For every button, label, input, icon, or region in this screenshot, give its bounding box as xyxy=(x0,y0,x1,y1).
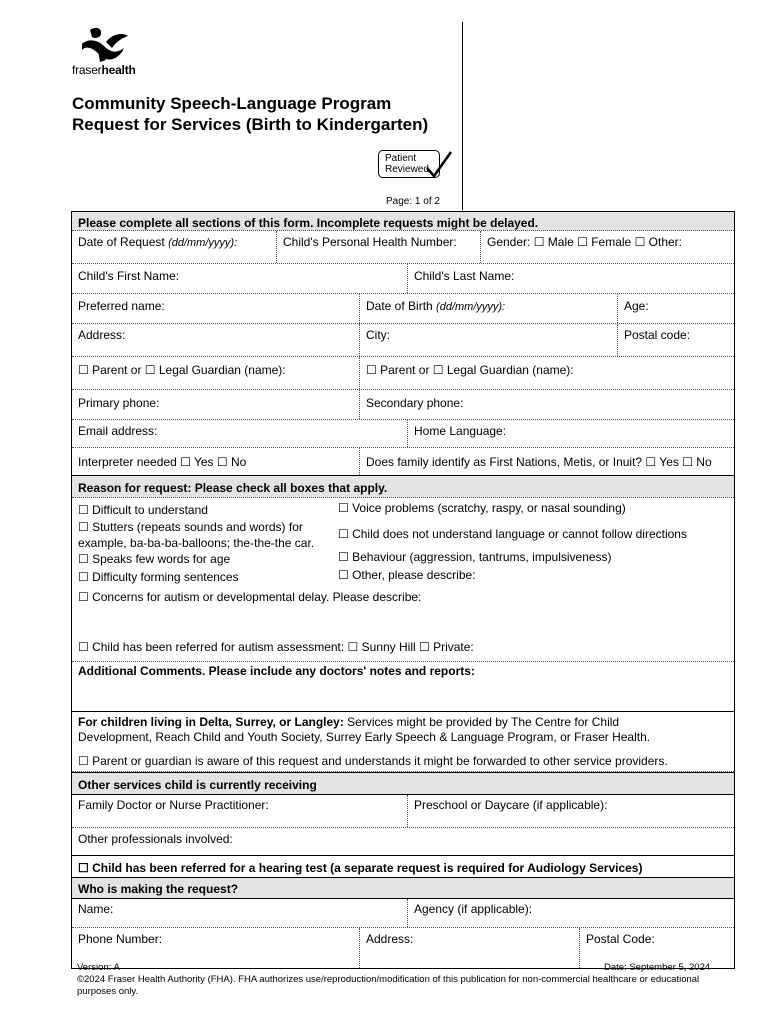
footer-date: Date: September 5, 2024 xyxy=(604,962,711,973)
requester-name-row xyxy=(72,899,734,928)
guardian-row xyxy=(72,357,734,390)
reason-autism[interactable]: ☐ Concerns for autism or developmental delay. Please describe: xyxy=(78,590,422,604)
reason-sentences[interactable]: ☐ Difficulty forming sentences xyxy=(78,570,239,584)
instructions-text: Please complete all sections of this form. Incomplete requests might be delayed. xyxy=(78,216,539,230)
age-field[interactable]: Age: xyxy=(617,294,734,323)
dob-field[interactable]: Date of Birth (dd/mm/yyyy): xyxy=(359,294,617,323)
secondary-phone-field[interactable]: Secondary phone: xyxy=(359,390,734,419)
services-row xyxy=(72,795,734,828)
email-field[interactable]: Email address: xyxy=(78,424,158,438)
delta-text-2: Development, Reach Child and Youth Society, Surrey Early Speech & Language Program, or Fraser Health. xyxy=(78,730,651,744)
page-number: Page: 1 of 2 xyxy=(386,196,440,207)
primary-phone-field[interactable]: Primary phone: xyxy=(78,396,160,410)
reason-stutters-2: example, ba-ba-ba-balloons; the-the-the car. xyxy=(78,536,315,550)
phn-field[interactable]: Child's Personal Health Number: xyxy=(276,231,480,263)
interpreter-field[interactable]: Interpreter needed ☐ Yes ☐ No xyxy=(78,455,247,469)
other-services-header-row xyxy=(72,772,734,795)
instructions-row xyxy=(72,212,734,231)
document-title: Community Speech-Language Program Request for Services (Birth to Kindergarten) xyxy=(72,94,429,134)
footer-version: Version: A xyxy=(77,962,120,973)
first-nations-field[interactable]: Does family identify as First Nations, Metis, or Inuit? ☐ Yes ☐ No xyxy=(359,448,734,475)
footer-copyright: ©2024 Fraser Health Authority (FHA). FHA authorizes use/reproduction/modification of this publication for non-commercial healthcare or educational purposes only. xyxy=(77,974,700,997)
address-row xyxy=(72,324,734,357)
request-form xyxy=(71,211,735,969)
other-professionals-field[interactable]: Other professionals involved: xyxy=(78,832,233,846)
reason-header: Reason for request: Please check all boxes that apply. xyxy=(78,481,388,495)
home-language-field[interactable]: Home Language: xyxy=(407,420,734,447)
delta-text-1: For children living in Delta, Surrey, or Langley: Services might be provided by The Centre for Child xyxy=(78,715,620,729)
header-divider xyxy=(462,22,463,210)
guardian2-field[interactable]: ☐ Parent or ☐ Legal Guardian (name): xyxy=(359,357,734,389)
additional-comments-row[interactable] xyxy=(72,662,734,712)
reason-block xyxy=(72,498,734,662)
reason-few-words[interactable]: ☐ Speaks few words for age xyxy=(78,552,231,566)
phone-row xyxy=(72,390,734,420)
reason-behaviour[interactable]: ☐ Behaviour (aggression, tantrums, impulsiveness) xyxy=(338,550,612,564)
who-header: Who is making the request? xyxy=(78,882,239,896)
name-row xyxy=(72,264,734,294)
reason-header-row xyxy=(72,476,734,498)
reason-not-understand[interactable]: ☐ Child does not understand language or cannot follow directions xyxy=(338,527,687,541)
reason-voice[interactable]: ☐ Voice problems (scratchy, raspy, or nasal sounding) xyxy=(338,501,626,515)
hearing-test-checkbox[interactable]: ☐ Child has been referred for a hearing test (a separate request is required for Audiology Services) xyxy=(78,861,643,875)
postal-code-field[interactable]: Postal code: xyxy=(617,324,734,356)
last-name-field[interactable]: Child's Last Name: xyxy=(407,264,734,293)
city-field[interactable]: City: xyxy=(359,324,617,356)
guardian1-field[interactable]: ☐ Parent or ☐ Legal Guardian (name): xyxy=(78,363,286,377)
aware-checkbox[interactable]: ☐ Parent or guardian is aware of this request and understands it might be forwarded to other service providers. xyxy=(78,754,668,768)
gender-field[interactable]: Gender: ☐ Male ☐ Female ☐ Other: xyxy=(480,231,734,263)
request-row xyxy=(72,231,734,264)
additional-comments-label: Additional Comments. Please include any doctors' notes and reports: xyxy=(78,664,475,678)
patient-reviewed-stamp: Patient Reviewed xyxy=(378,150,454,180)
who-header-row xyxy=(72,878,734,899)
requester-address-field[interactable]: Address: xyxy=(359,928,579,968)
email-row xyxy=(72,420,734,448)
logo-text: fraserhealth xyxy=(72,63,136,77)
requester-phone-field[interactable]: Phone Number: xyxy=(78,932,163,946)
requester-postal-field[interactable]: Postal Code: xyxy=(579,928,734,968)
other-professionals-row xyxy=(72,828,734,856)
checkmark-icon xyxy=(424,150,454,180)
reason-stutters-1[interactable]: ☐ Stutters (repeats sounds and words) for xyxy=(78,520,303,534)
family-doctor-field[interactable]: Family Doctor or Nurse Practitioner: xyxy=(78,798,269,812)
other-services-header: Other services child is currently receiving xyxy=(78,778,317,792)
reason-difficult[interactable]: ☐ Difficult to understand xyxy=(78,503,208,517)
first-name-field[interactable]: Child's First Name: xyxy=(78,269,179,283)
hearing-test-row xyxy=(72,856,734,878)
preschool-field[interactable]: Preschool or Daycare (if applicable): xyxy=(407,795,734,827)
requester-name-field[interactable]: Name: xyxy=(78,902,114,916)
preferred-row xyxy=(72,294,734,324)
preferred-name-field[interactable]: Preferred name: xyxy=(78,299,165,313)
reason-autism-referred[interactable]: ☐ Child has been referred for autism assessment: ☐ Sunny Hill ☐ Private: xyxy=(78,640,474,654)
delta-block xyxy=(72,712,734,772)
interpreter-row xyxy=(72,448,734,476)
agency-field[interactable]: Agency (if applicable): xyxy=(407,899,734,927)
date-of-request-field[interactable]: Date of Request (dd/mm/yyyy): xyxy=(78,235,238,249)
reason-other[interactable]: ☐ Other, please describe: xyxy=(338,568,476,582)
address-field[interactable]: Address: xyxy=(78,328,126,342)
